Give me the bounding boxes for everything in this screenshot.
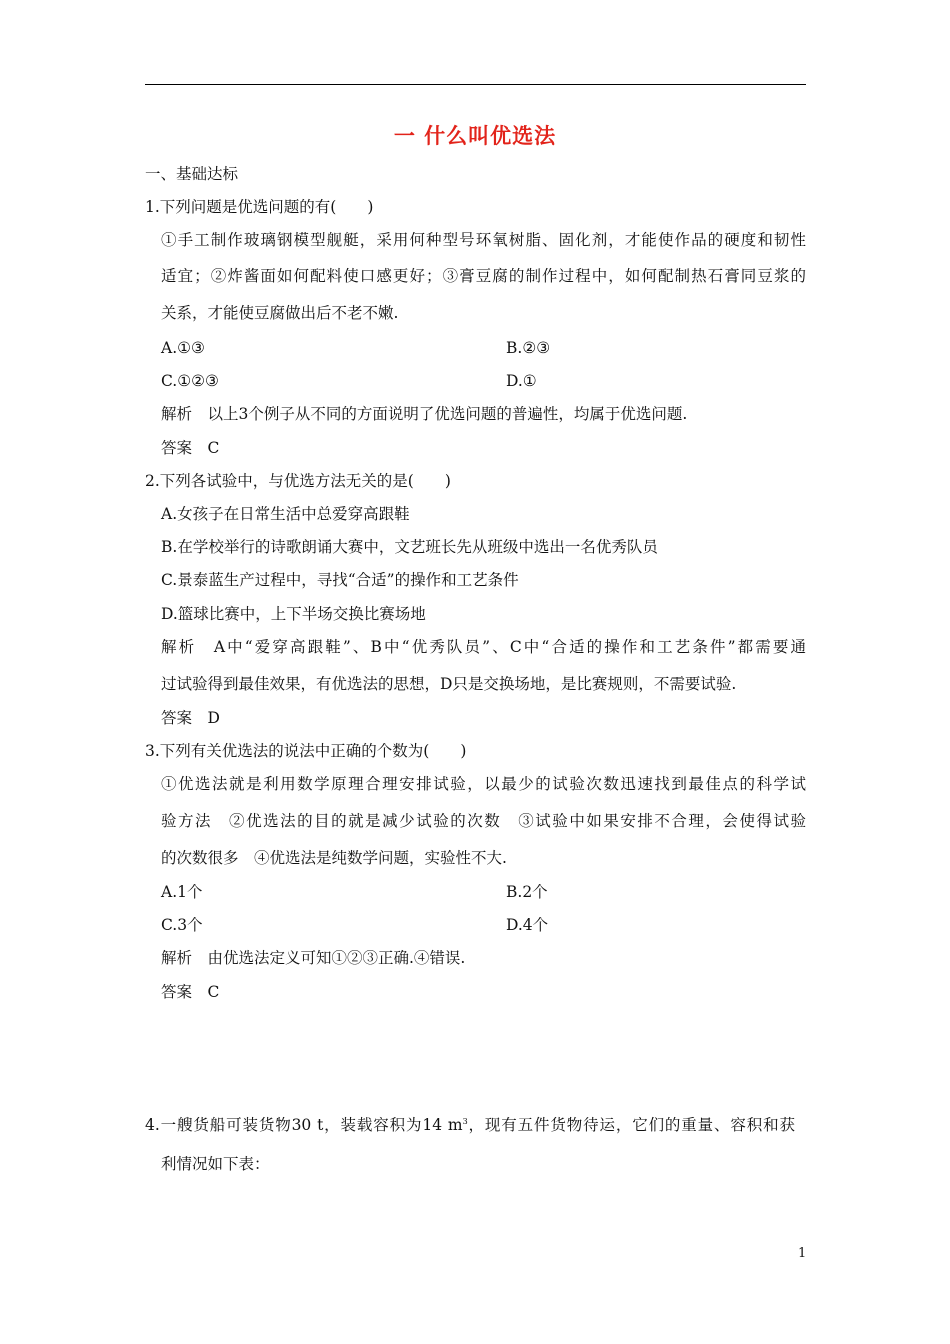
q3-body-line: 的次数很多 ④优选法是纯数学问题，实验性不大.: [161, 849, 507, 867]
page-number: 1: [798, 1246, 807, 1261]
q3-answer: 答案 C: [161, 983, 220, 1001]
q3-body-line: ①优选法就是利用数学原理合理安排试验，以最少的试验次数迅速找到最佳点的科学试: [161, 775, 806, 793]
q4-stem-unit-exponent: 3: [462, 1116, 468, 1126]
q3-option-b: B.2个: [506, 883, 548, 901]
q1-option-b: B.②③: [506, 339, 551, 357]
q2-analysis-line: 过试验得到最佳效果，有优选法的思想，D只是交换场地，是比赛规则，不需要试验.: [161, 675, 737, 693]
q4-stem-part1: 4.一艘货船可装货物30 t，装载容积为14 m: [145, 1116, 463, 1134]
q1-answer: 答案 C: [161, 439, 220, 457]
q1-analysis: 解析 以上3个例子从不同的方面说明了优选问题的普遍性，均属于优选问题.: [161, 405, 688, 423]
page-title: 一 什么叫优选法: [393, 124, 557, 148]
q3-body-line: 验方法 ②优选法的目的就是减少试验的次数 ③试验中如果安排不合理，会使得试验: [161, 812, 806, 830]
q1-body-line: 关系，才能使豆腐做出后不老不嫩.: [161, 304, 399, 322]
q2-option-b: B.在学校举行的诗歌朗诵大赛中，文艺班长先从班级中选出一名优秀队员: [161, 538, 658, 556]
q3-analysis: 解析 由优选法定义可知①②③正确.④错误.: [161, 949, 466, 967]
q1-option-d: D.①: [506, 372, 537, 390]
q1-stem: 1.下列问题是优选问题的有( ): [145, 198, 374, 216]
q3-option-d: D.4个: [506, 916, 549, 934]
q4-stem: [145, 1115, 795, 1135]
q2-option-a: A.女孩子在日常生活中总爱穿高跟鞋: [161, 505, 410, 523]
q3-option-a: A.1个: [161, 883, 203, 901]
q2-option-d: D.篮球比赛中，上下半场交换比赛场地: [161, 605, 426, 623]
q4-stem-line2: 利情况如下表：: [161, 1155, 270, 1173]
q3-option-c: C.3个: [161, 916, 203, 934]
q3-stem: 3.下列有关优选法的说法中正确的个数为( ): [145, 742, 467, 760]
q1-option-a: A.①③: [161, 339, 205, 357]
header-rule: [145, 84, 806, 85]
section-heading: 一、基础达标: [145, 165, 239, 183]
q4-stem-part2: ，现有五件货物待运，它们的重量、容积和获: [467, 1116, 795, 1134]
q1-body-line: 适宜；②炸酱面如何配料使口感更好；③膏豆腐的制作过程中，如何配制热石膏同豆浆的: [161, 267, 806, 285]
q1-option-c: C.①②③: [161, 372, 219, 390]
q2-option-c: C.景泰蓝生产过程中，寻找“合适”的操作和工艺条件: [161, 571, 519, 589]
q2-analysis-line: 解析 A中“爱穿高跟鞋”、B中“优秀队员”、C中“合适的操作和工艺条件”都需要通: [161, 638, 806, 656]
q2-answer: 答案 D: [161, 709, 220, 727]
q2-stem: 2.下列各试验中，与优选方法无关的是( ): [145, 472, 451, 490]
q1-body-line: ①手工制作玻璃钢模型舰艇，采用何种型号环氧树脂、固化剂，才能使作品的硬度和韧性: [161, 231, 806, 249]
